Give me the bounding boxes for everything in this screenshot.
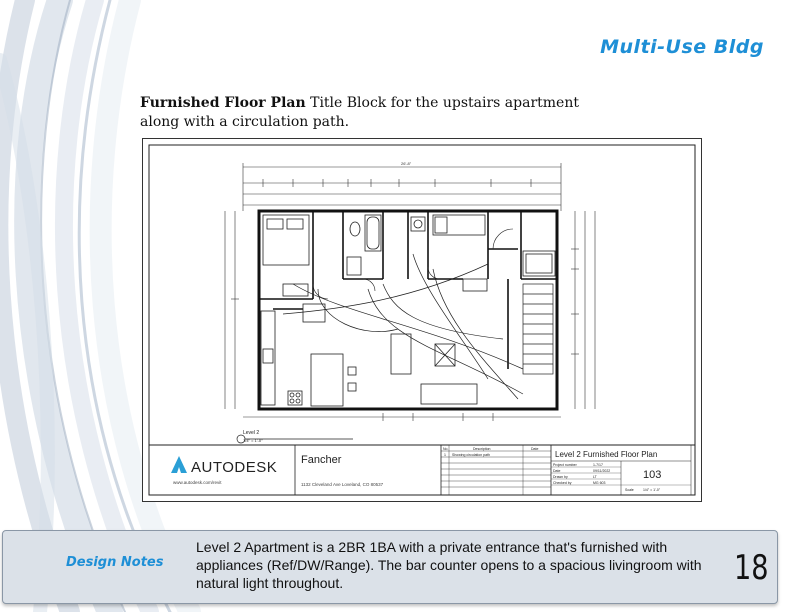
title-block [149, 445, 695, 495]
field-project: Project number [553, 463, 577, 467]
floor-plan-drawing [143, 139, 701, 501]
logo-text: AUTODESK [191, 459, 278, 476]
field-checked-value: MG 603 [593, 481, 606, 485]
living-room-furniture [391, 334, 477, 404]
field-date-value: 09/11/2022 [593, 469, 611, 473]
rev-row1-desc: Showing circulation path [452, 453, 490, 457]
field-checked: Checked by [553, 481, 572, 485]
page-number: 18 [734, 548, 769, 588]
scale-value: 1/4" = 1'-0" [643, 488, 661, 492]
slide-title: Multi-Use Bldg [600, 36, 764, 58]
dimension-text [401, 161, 412, 166]
design-notes-label: Design Notes [66, 555, 164, 570]
rev-row1-no: 1 [444, 453, 446, 457]
rev-header-date: Date [531, 447, 539, 451]
field-drawn-value: LT [593, 475, 597, 479]
bathroom-fixtures [347, 215, 425, 275]
client-name: Fancher [301, 454, 342, 466]
field-date: Date [553, 469, 561, 473]
kitchen-fixtures [261, 304, 356, 406]
view-label: Level 2 [243, 430, 260, 436]
client-address: 1132 Cleveland Ave Loveland, CO 80537 [301, 482, 384, 487]
rev-header-no: No. [443, 447, 449, 451]
stairs [523, 284, 553, 374]
dimension-lines [225, 163, 595, 421]
design-notes-text: Level 2 Apartment is a 2BR 1BA with a private entrance that's furnished with appliances (Ref/DW/Range). The bar counter opens to a spacious livingroom with natural light throughout. [196, 539, 702, 591]
sheet-title: Level 2 Furnished Floor Plan [555, 450, 658, 459]
sheet-number: 103 [643, 469, 662, 481]
scale-label: Scale [625, 488, 634, 492]
field-project-value: 1-7/17 [593, 463, 603, 467]
dimension-total: 26'-8" [401, 161, 412, 166]
caption-rest: Title Block for the upstairs apartment along with a circulation path. [140, 95, 579, 130]
view-scale: 1/4" = 1'-0" [243, 438, 263, 443]
caption-bold: Furnished Floor Plan [140, 95, 306, 111]
view-tag [237, 430, 353, 443]
caption [140, 94, 600, 132]
floor-plan-sheet [142, 138, 702, 502]
bedroom-furniture [263, 215, 555, 296]
field-drawn: Drawn by [553, 475, 568, 479]
rev-header-desc: Description [473, 447, 491, 451]
logo-url: www.autodesk.com/revit [173, 480, 222, 485]
